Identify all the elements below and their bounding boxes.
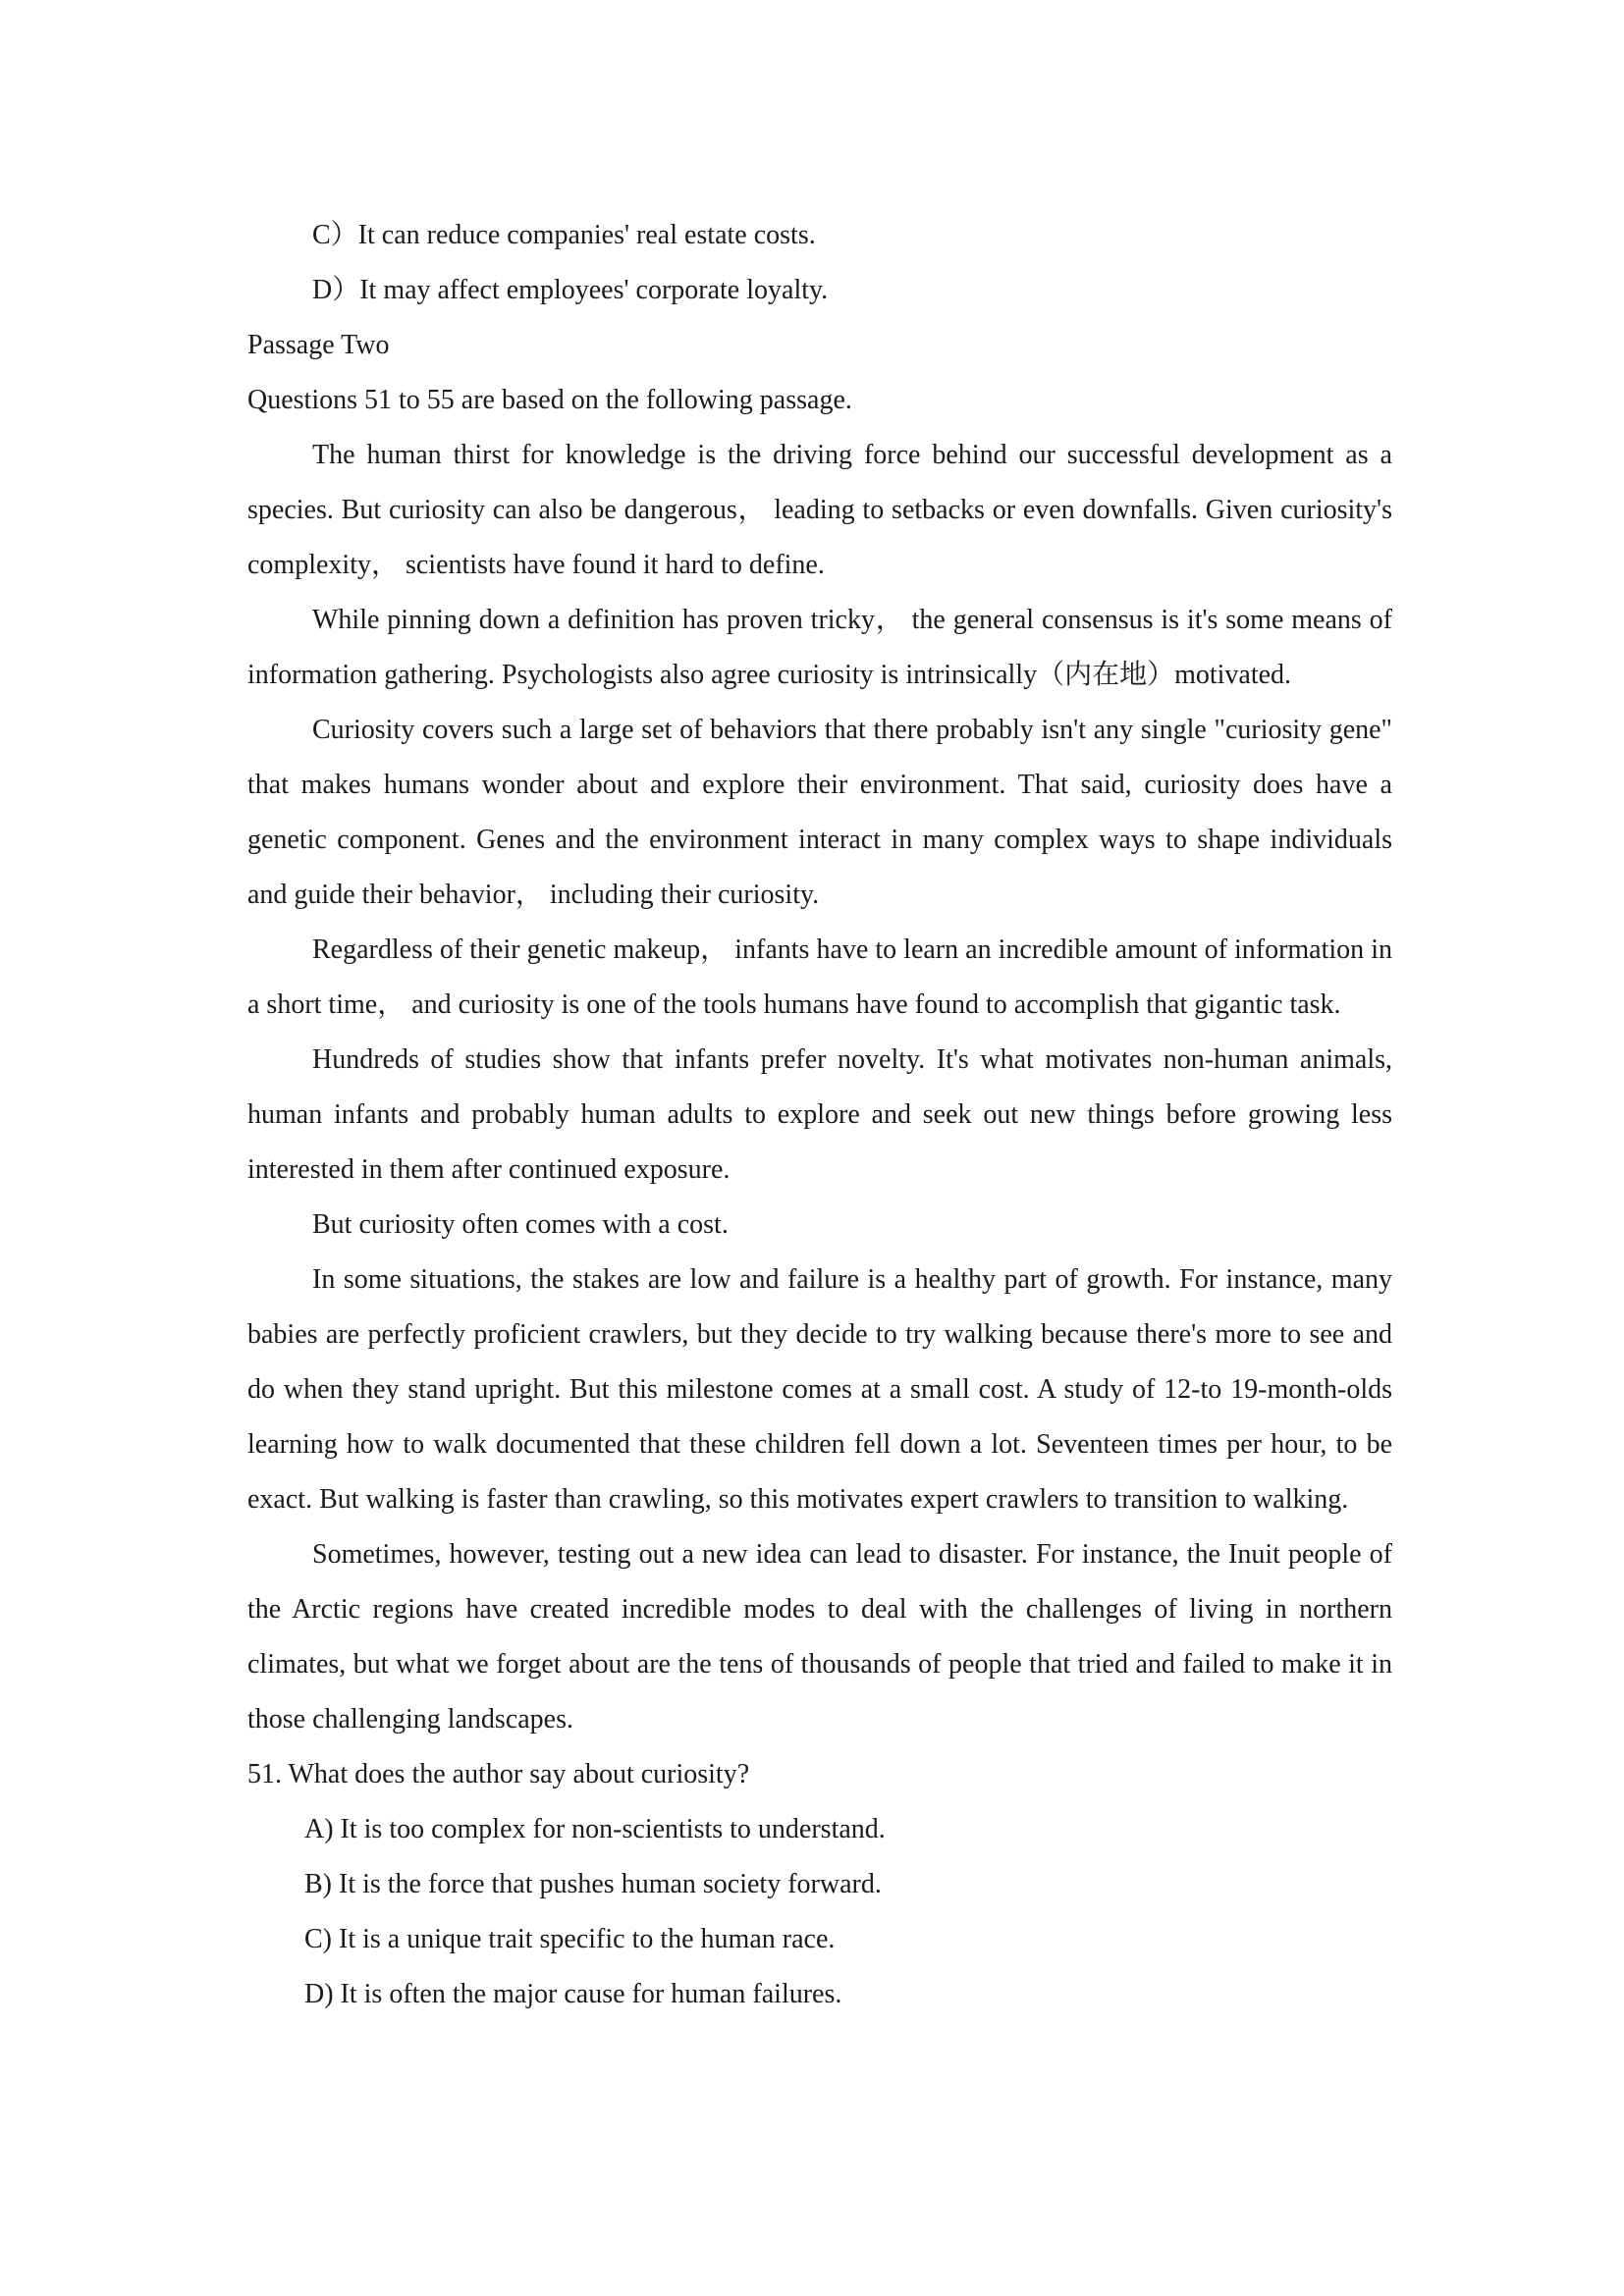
passage-paragraph-4: Regardless of their genetic makeup， infants have to learn an incredible amount of information in a short time， and curiosity is one of the tools humans have found to accomplish that gigantic task. <box>247 934 1392 1020</box>
passage-paragraph-5: Hundreds of studies show that infants prefer novelty. It's what motivates non-human animals, human infants and probably human adults to explore and seek out new things before growing less interested in them after continued exposure. <box>247 1044 1392 1185</box>
passage-instructions: Questions 51 to 55 are based on the following passage. <box>247 385 852 415</box>
question-51-option-d: D) It is often the major cause for human failures. <box>304 1979 842 2009</box>
passage-title: Passage Two <box>247 330 390 360</box>
passage-paragraph-6: But curiosity often comes with a cost. <box>312 1209 729 1240</box>
question-51-option-b: B) It is the force that pushes human society forward. <box>304 1869 882 1899</box>
previous-question-option-c: C）It can reduce companies' real estate costs. <box>312 220 816 250</box>
document-page <box>247 208 1392 2022</box>
passage-paragraph-1: The human thirst for knowledge is the driving force behind our successful development as a species. But curiosity can also be dangerous， leading to setbacks or even downfalls. Given curiosity's complexity， scientists have found it hard to define. <box>247 440 1392 580</box>
passage-paragraph-3: Curiosity covers such a large set of behaviors that there probably isn't any single "curiosity gene" that makes humans wonder about and explore their environment. That said, curiosity does have a genetic component. Genes and the environment interact in many complex ways to shape individuals and guide their behavior， including their curiosity. <box>247 715 1392 910</box>
passage-paragraph-8: Sometimes, however, testing out a new idea can lead to disaster. For instance, the Inuit people of the Arctic regions have created incredible modes to deal with the challenges of living in northern climates, but what we forget about are the tens of thousands of people that tried and failed to make it in those challenging landscapes. <box>247 1539 1392 1735</box>
previous-question-option-d: D）It may affect employees' corporate loyalty. <box>312 275 829 305</box>
question-51-option-a: A) It is too complex for non-scientists to understand. <box>304 1814 886 1844</box>
passage-paragraph-2: While pinning down a definition has proven tricky， the general consensus is it's some means of information gathering. Psychologists also agree curiosity is intrinsically（内在地）motivated. <box>247 605 1392 690</box>
passage-paragraph-7: In some situations, the stakes are low and failure is a healthy part of growth. For instance, many babies are perfectly proficient crawlers, but they decide to try walking because there's more to see and do when they stand upright. But this milestone comes at a small cost. A study of 12-to 19-month-olds learning how to walk documented that these children fell down a lot. Seventeen times per hour, to be exact. But walking is faster than crawling, so this motivates expert crawlers to transition to walking. <box>247 1264 1392 1515</box>
question-51: 51. What does the author say about curiosity? <box>247 1759 750 1789</box>
question-51-option-c: C) It is a unique trait specific to the human race. <box>304 1924 836 1954</box>
